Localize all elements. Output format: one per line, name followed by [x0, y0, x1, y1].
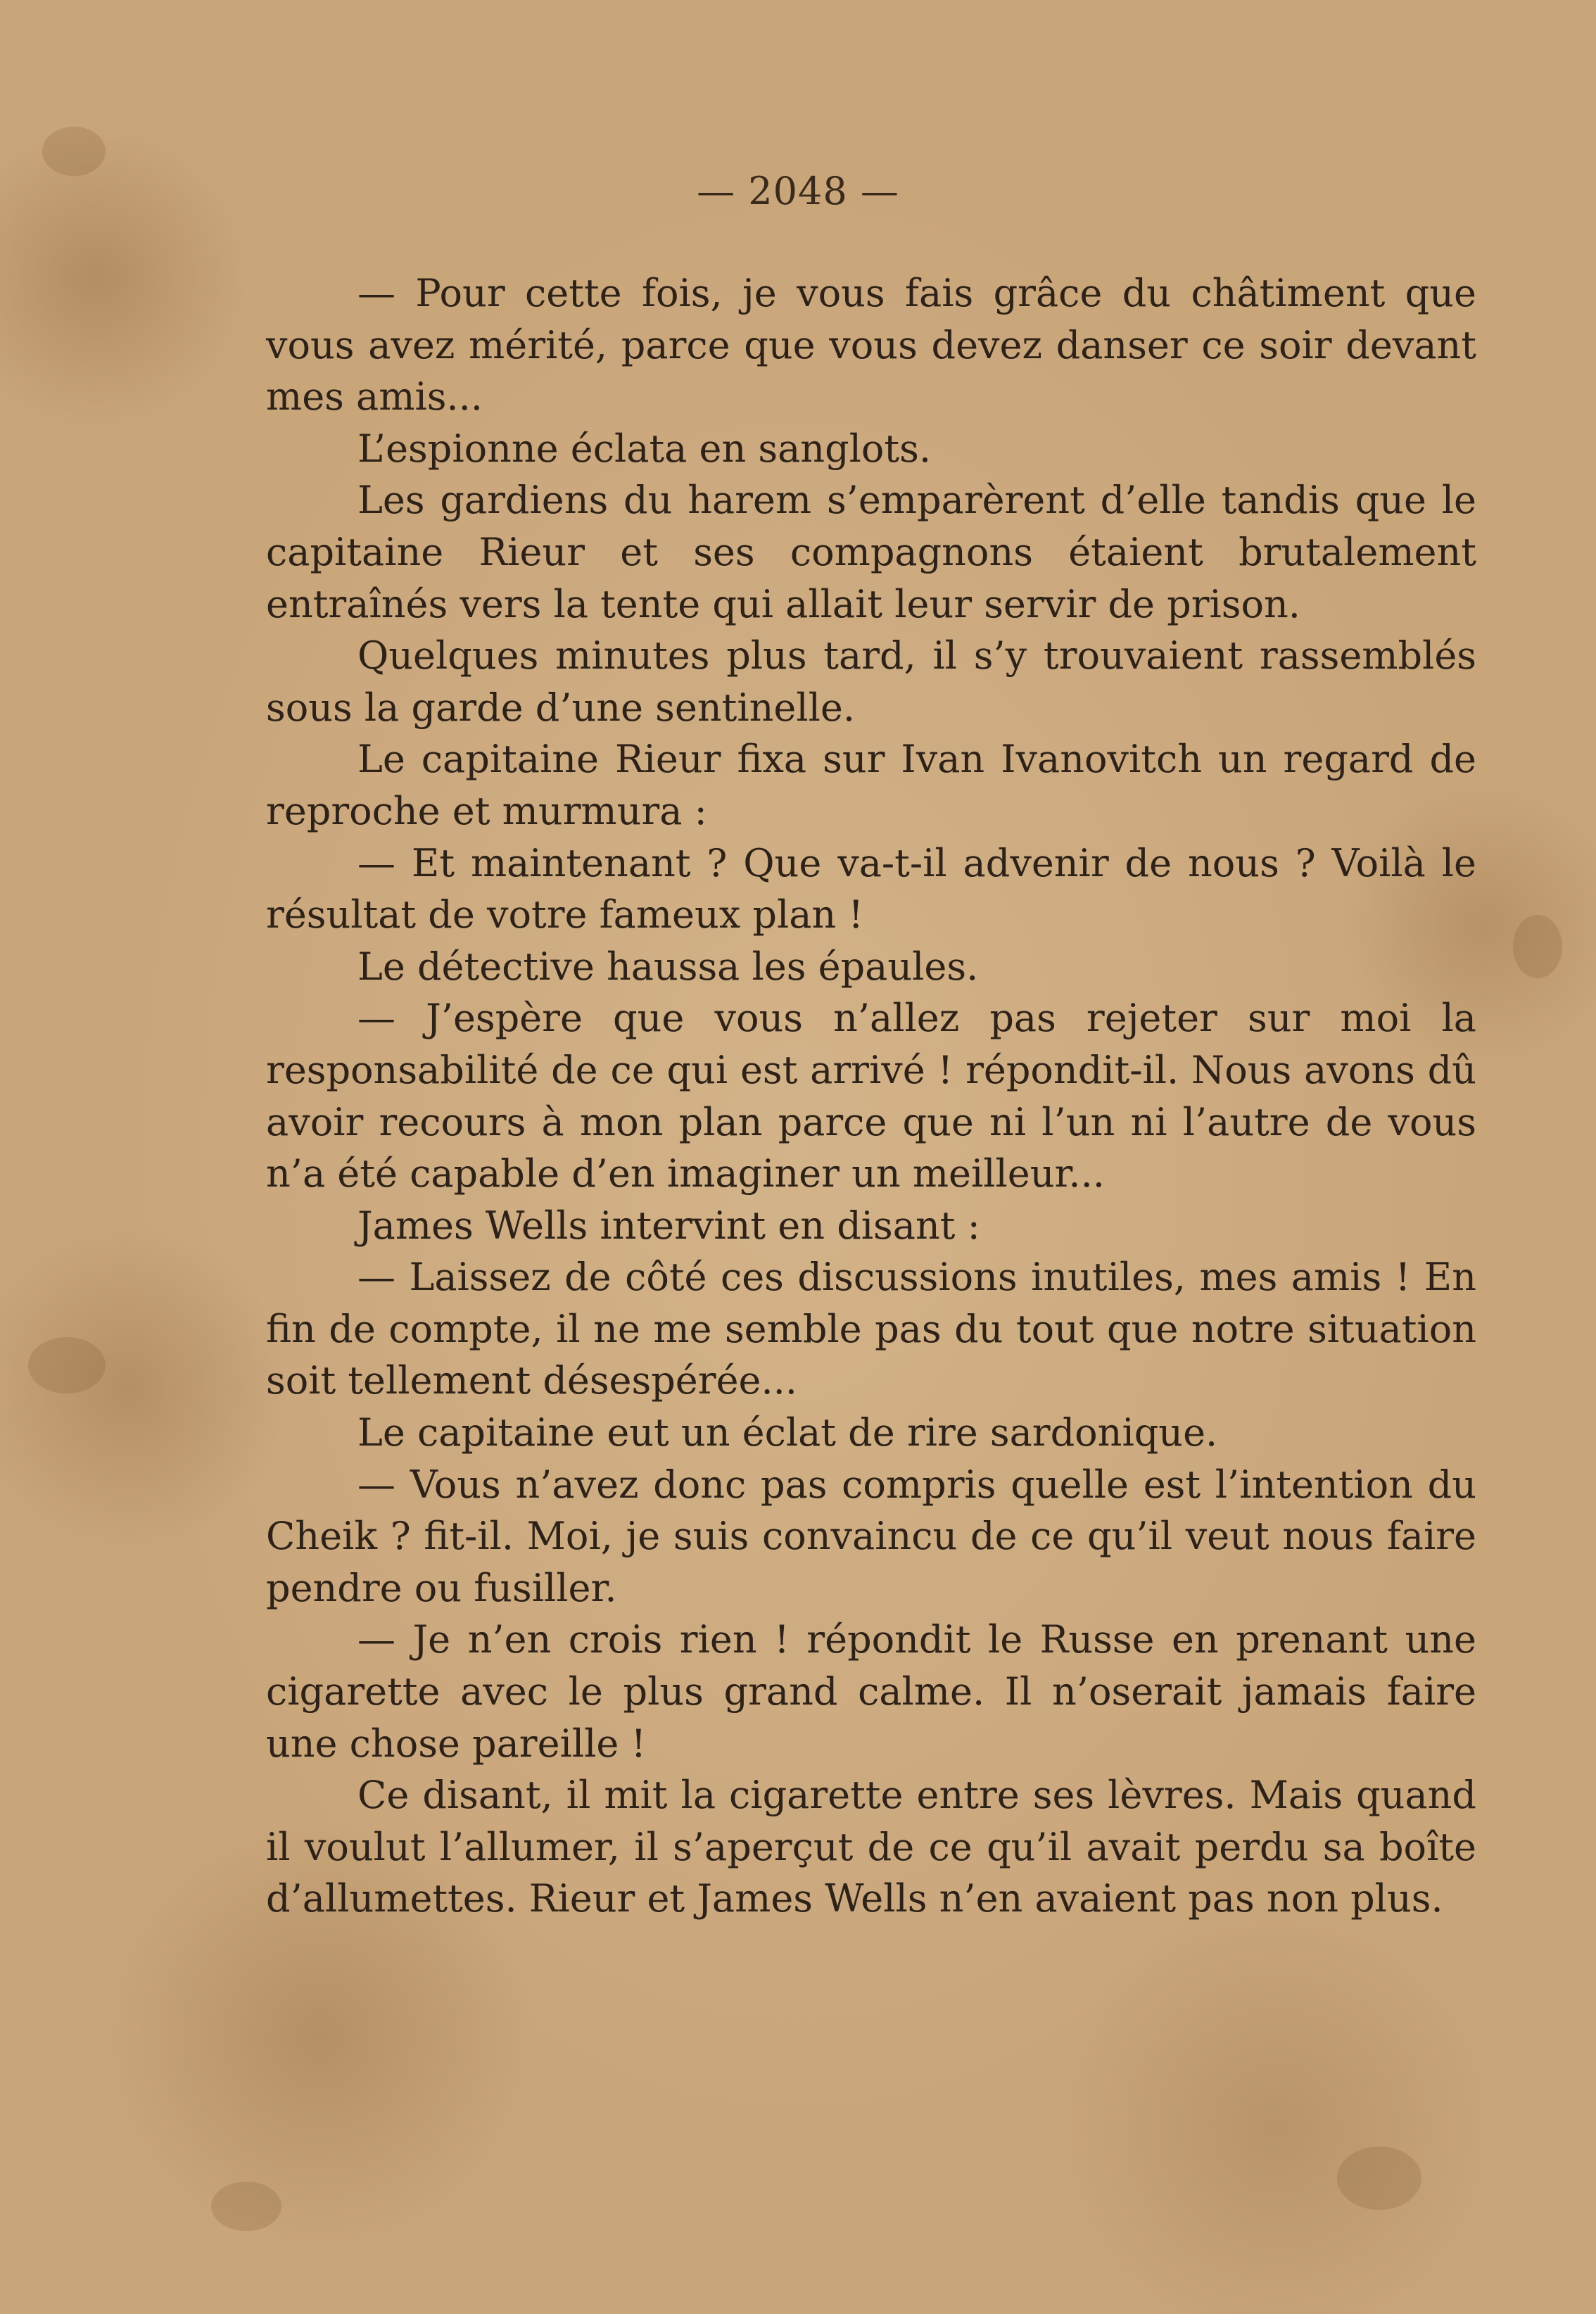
- paragraph: James Wells intervint en disant :: [357, 1203, 980, 1248]
- paragraph: — J’espère que vous n’allez pas rejeter sur moi la responsabilité de ce qui est arrivé ! répondit-il. Nous avons dû avoir recours à mon plan parce que ni l’un ni l’autre de vous n’a été capable d’en imaginer un meilleur...: [266, 996, 1476, 1196]
- paper-stain: [28, 1337, 106, 1393]
- paper-stain: [1337, 2147, 1421, 2210]
- paragraph: L’espionne éclata en sanglots.: [357, 426, 932, 471]
- paragraph: Les gardiens du harem s’emparèrent d’elle tandis que le capitaine Rieur et ses compagnons étaient brutalement entraînés vers la tente qui allait leur servir de prison.: [266, 478, 1476, 626]
- paragraph: — Vous n’avez donc pas compris quelle est l’intention du Cheik ? fit-il. Moi, je suis convaincu de ce qu’il veut nous faire pendre ou fusiller.: [266, 1462, 1476, 1610]
- paragraph: — Pour cette fois, je vous fais grâce du châtiment que vous avez mérité, parce que vous devez danser ce soir devant mes amis...: [266, 271, 1476, 419]
- paragraph: Le capitaine eut un éclat de rire sardonique.: [357, 1410, 1218, 1455]
- body-text: [266, 267, 1476, 1925]
- paragraph: Le détective haussa les épaules.: [357, 944, 979, 989]
- paragraph: — Et maintenant ? Que va-t-il advenir de nous ? Voilà le résultat de votre fameux plan !: [266, 840, 1476, 937]
- paragraph: Le capitaine Rieur fixa sur Ivan Ivanovitch un regard de reproche et murmura :: [266, 737, 1476, 833]
- page-number: — 2048 —: [697, 169, 899, 213]
- paragraph: — Je n’en crois rien ! répondit le Russe en prenant une cigarette avec le plus grand calme. Il n’oserait jamais faire une chose pareille !: [266, 1617, 1476, 1766]
- paragraph: Ce disant, il mit la cigarette entre ses lèvres. Mais quand il voulut l’allumer, il s’aperçut de ce qu’il avait perdu sa boîte d’allumettes. Rieur et James Wells n’en avaient pas non plus.: [266, 1773, 1476, 1921]
- paragraph: Quelques minutes plus tard, il s’y trouvaient rassemblés sous la garde d’une sentinelle.: [266, 633, 1476, 730]
- paper-stain: [1513, 915, 1562, 978]
- paper-stain: [211, 2182, 281, 2231]
- paragraph: — Laissez de côté ces discussions inutiles, mes amis ! En fin de compte, il ne me semble pas du tout que notre situation soit tellement désespérée...: [266, 1255, 1476, 1403]
